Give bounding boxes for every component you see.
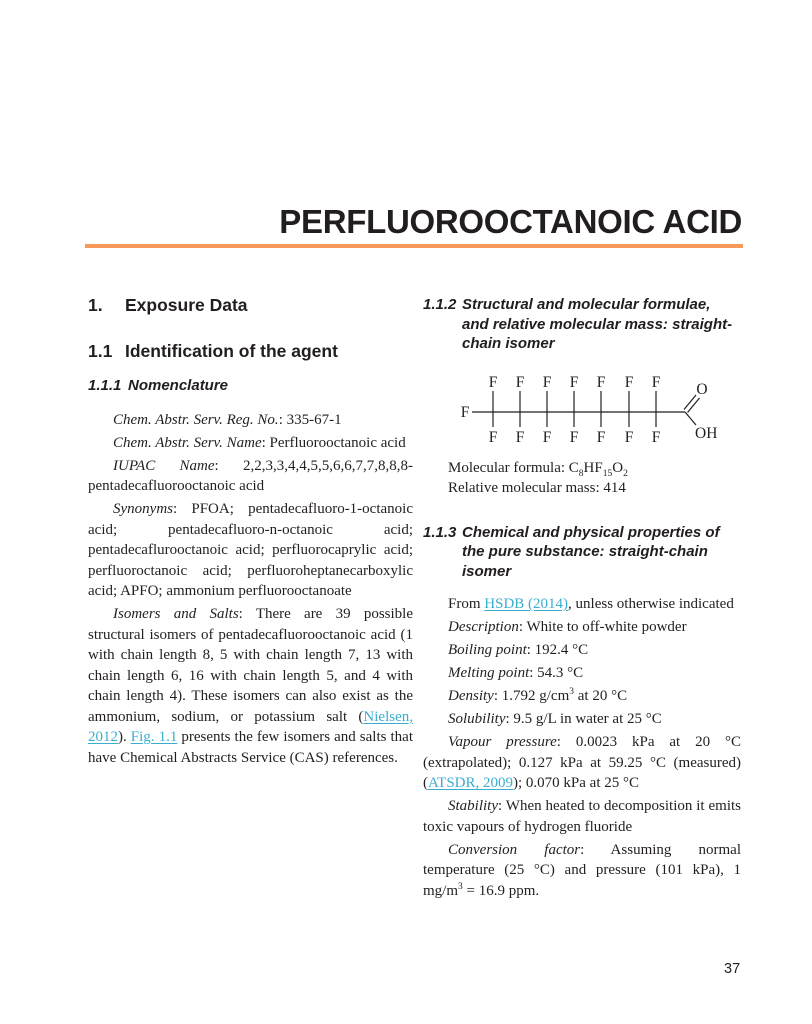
right-column — [423, 295, 741, 904]
paragraph-density: Density: 1.792 $g/cm^3$ at 20 °C — [448, 687, 628, 704]
heading-number: 1.1.1 — [88, 377, 122, 394]
paragraph-melting-point: Melting point: 54.3 °C — [448, 665, 584, 681]
fluorine-label: F — [542, 373, 552, 391]
heading-number: 1.1.3 — [423, 523, 457, 541]
citation-link[interactable]: HSDB (2014) — [484, 596, 569, 612]
fluorine-label: F — [624, 428, 634, 446]
heading-identification — [88, 341, 413, 361]
fluorine-label: F — [515, 428, 525, 446]
heading-number: 1.1.2 — [423, 296, 457, 313]
paragraph-vapour-pressure: Vapour pressure: 0.0023 kPa at 20 °C (extrapolated); 0.127 kPa at 59.25 °C (measured) (ATSDR, 2009); 0.070 kPa at 25 °C — [423, 734, 742, 791]
page-number: 37 — [724, 961, 741, 977]
title-accent-rule — [85, 244, 743, 248]
relative-mass-line: Relative molecular mass: 414 — [448, 480, 626, 496]
paragraph-cas-name: Chem. Abstr. Serv. Name: Perfluorooctanoic acid — [113, 434, 406, 451]
heading-text: Chemical and physical properties of the pure substance: straight-chain isomer — [462, 523, 720, 580]
chemical-structure-svg — [435, 364, 741, 456]
paragraph-conversion-factor: Conversion factor: Assuming normal temperature (25 °C) and pressure (101 kPa), 1 $mg/m^3 = 16.9$ ppm. — [423, 841, 741, 899]
chemical-structure-figure — [423, 364, 741, 456]
citation-link[interactable]: ATSDR, 2009 — [428, 775, 514, 791]
heading-structural-formulae — [423, 295, 741, 354]
fluorine-label: F — [542, 428, 552, 446]
fluorine-label: F — [651, 428, 661, 446]
paragraph-synonyms: Synonyms: PFOA; pentadecafluoro-1-octanoic acid; pentadecafluoro-n-octanoic acid; pentadecaflurooctanoic acid; perfluorocaprylic acid; perfluoroctanoic acid; perfluoroheptanecarboxylic acid; APFO; ammonium perfluorooctanoate — [88, 501, 413, 599]
paragraph-isomers-salts: Isomers and Salts: There are 39 possible structural isomers of pentadecafluorooctanoic acid (1 with chain length 8, 5 with chain length 7, 13 with chain length 6, 16 with chain length 5, and 4 with chain length 4). These isomers can also exist as the ammonium, sodium, or potassium salt (Nielsen, 2012). Fig. 1.1 presents the few isomers and salts that have Chemical Abstracts Service (CAS) references. — [88, 606, 413, 766]
citation-link[interactable]: Nielsen, 2012 — [88, 708, 413, 745]
paragraph-solubility: Solubility: 9.5 g/L in water at 25 °C — [448, 711, 662, 727]
heading-text: Structural and molecular formulae, and relative molecular mass: straight-chain isomer — [462, 296, 733, 352]
paragraph-stability: Stability: When heated to decomposition it emits toxic vapours of hydrogen fluoride — [423, 798, 741, 835]
page-title: PERFLUOROOCTANOIC ACID — [279, 203, 742, 240]
heading-number: 1. — [88, 295, 103, 315]
fluorine-label: F — [515, 373, 525, 391]
paragraph-iupac-name: IUPAC Name: 2,2,3,3,4,4,5,5,6,6,7,7,8,8,8-pentadecafluorooctanoic acid — [88, 457, 413, 494]
paragraph-boiling-point: Boiling point: 192.4 °C — [448, 642, 589, 658]
fluorine-label: F — [488, 373, 498, 391]
heading-exposure-data — [88, 295, 413, 315]
paragraph-cas-number: Chem. Abstr. Serv. Reg. No.: 335-67-1 — [113, 411, 342, 428]
bond-skeleton — [472, 391, 700, 427]
oxygen-label: O — [696, 380, 708, 398]
heading-text: Identification of the agent — [125, 341, 338, 361]
molecular-formula-line: Molecular formula: $C_8HF_{15}O_2$ — [448, 459, 628, 479]
fluorine-label: F — [460, 403, 470, 421]
heading-chemical-properties — [423, 523, 741, 582]
heading-nomenclature — [88, 376, 413, 396]
fluorine-label: F — [569, 428, 579, 446]
fluorine-label: F — [651, 373, 661, 391]
paragraph-description: Description: White to off-white powder — [448, 619, 687, 635]
fluorine-label: F — [569, 373, 579, 391]
heading-text: Exposure Data — [125, 295, 248, 315]
heading-text: Nomenclature — [128, 377, 229, 394]
heading-number: 1.1 — [88, 341, 113, 361]
hydroxyl-label: OH — [695, 424, 718, 442]
fluorine-label: F — [596, 373, 606, 391]
fluorine-label: F — [624, 373, 634, 391]
fluorine-label: F — [596, 428, 606, 446]
left-column — [88, 295, 413, 771]
fluorine-label: F — [488, 428, 498, 446]
citation-link[interactable]: Fig. 1.1 — [130, 729, 178, 745]
paragraph-source-note: From HSDB (2014), unless otherwise indicated — [448, 596, 734, 612]
